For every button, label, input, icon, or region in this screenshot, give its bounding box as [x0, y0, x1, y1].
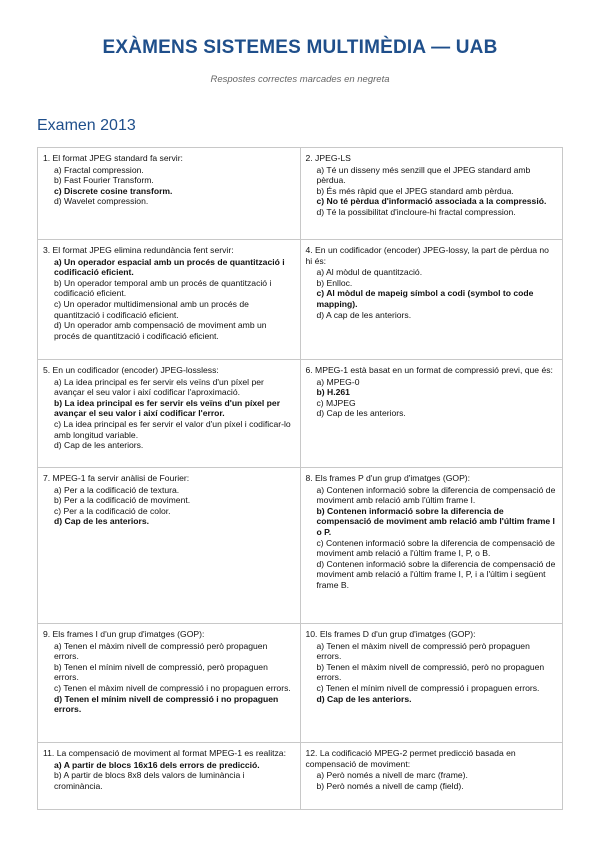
answer-options [43, 377, 294, 451]
table-row [38, 360, 563, 468]
question-cell [300, 148, 563, 240]
answer-option: c) Per a la codificació de color. [54, 505, 171, 516]
table-row [38, 148, 563, 240]
answer-options [43, 257, 294, 342]
answer-option: d) Un operador amb compensació de moviment amb un procés de quantització i codificació eficient. [54, 320, 267, 341]
answer-option: b) Enlloc. [316, 277, 353, 288]
answer-option: a) Al mòdul de quantització. [316, 267, 423, 278]
answer-option: c) Tenen el mínim nivell de compressió i propaguen errors. [316, 682, 540, 693]
answer-option: c) La idea principal es fer servir el valor d'un píxel i codificar-lo amb longitud variable. [54, 418, 291, 440]
table-row [38, 468, 563, 624]
page-subtitle: Respostes correctes marcades en negreta [210, 74, 390, 85]
question-text: 6. MPEG-1 està basat en un format de compressió previ, que és: [305, 365, 553, 375]
answer-option: a) Contenen informació sobre la diferencia de compensació de moviment amb relació amb l'últim frame I. [316, 484, 556, 506]
answer-option: b) Tenen el mínim nivell de compressió, però propaguen errors. [54, 661, 268, 683]
answer-option: a) Però només a nivell de marc (frame). [316, 770, 468, 781]
question-text: 5. En un codificador (encoder) JPEG-lossless: [43, 365, 219, 375]
question-text: 1. El format JPEG standard fa servir: [43, 153, 183, 163]
question-cell [38, 240, 301, 360]
question-text: 11. La compensació de moviment al format MPEG-1 es realitza: [43, 748, 286, 758]
answer-option: c) MJPEG [316, 397, 356, 408]
answer-option: d) Contenen informació sobre la diferencia de compensació de moviment amb relació a l'últim frame I, P, i a l'últim i següent frame B. [316, 558, 556, 590]
question-cell [300, 240, 563, 360]
answer-option: c) Tenen el màxim nivell de compressió i no propaguen errors. [54, 682, 291, 693]
answer-option: d) Cap de les anteriors. [54, 440, 144, 451]
answer-option: a) Té un disseny més senzill que el JPEG standard amb pèrdua. [316, 164, 531, 186]
correct-answer-option: c) No té pèrdua d'informació associada a la compressió. [316, 196, 547, 207]
question-cell [38, 743, 301, 810]
answer-option: b) Per a la codificació de moviment. [54, 495, 191, 506]
answer-option: d) Té la possibilitat d'incloure-hi fractal compression. [316, 206, 516, 217]
answer-option: d) Wavelet compression. [54, 196, 149, 207]
answer-options [306, 485, 557, 591]
answer-option: c) Un operador multidimensional amb un procés de quantització i codificació eficient. [54, 298, 249, 320]
answer-option: a) Per a la codificació de textura. [54, 484, 180, 495]
answer-options [43, 641, 294, 715]
section-title: Examen 2013 [37, 117, 136, 134]
answer-options [306, 267, 557, 320]
question-text: 3. El format JPEG elimina redundància fent servir: [43, 245, 234, 255]
table-row [38, 624, 563, 743]
question-text: 12. La codificació MPEG-2 permet predicció basada en compensació de moviment: [305, 748, 516, 769]
question-cell [38, 624, 301, 743]
answer-options [306, 165, 557, 218]
answer-option: b) Tenen el màxim nivell de compressió, però no propaguen errors. [316, 661, 545, 683]
answer-options [306, 641, 557, 705]
table-row [38, 743, 563, 810]
answer-options [306, 770, 557, 791]
answer-option: a) MPEG-0 [316, 376, 360, 387]
answer-option: a) Fractal compression. [54, 164, 144, 175]
correct-answer-option: b) Contenen informació sobre la diferencia de compensació de moviment amb relació amb l'últim frame I o P. [316, 505, 555, 537]
correct-answer-option: b) H.261 [316, 387, 350, 398]
question-cell [300, 468, 563, 624]
question-text: 4. En un codificador (encoder) JPEG-lossy, la part de pèrdua no hi és: [305, 245, 549, 266]
answer-option: c) Contenen informació sobre la diferencia de compensació de moviment amb relació a l'últim frame I, P, o B. [316, 537, 555, 559]
answer-option: a) La idea principal es fer servir els veïns d'un píxel per avançar el seu valor i així codificar l'aproximació. [54, 376, 264, 398]
answer-options [43, 165, 294, 207]
correct-answer-option: a) Un operador espacial amb un procés de quantització i codificació eficient. [54, 256, 285, 278]
question-cell [300, 360, 563, 468]
answer-option: a) Tenen el màxim nivell de compressió però propaguen errors. [316, 640, 530, 662]
answer-option: b) A partir de blocs 8x8 dels valors de luminància i crominància. [54, 770, 245, 791]
answer-option: d) Cap de les anteriors. [316, 408, 406, 419]
answer-option: b) Fast Fourier Transform. [54, 175, 154, 186]
question-text: 9. Els frames I d'un grup d'imatges (GOP): [43, 629, 205, 639]
question-cell [300, 743, 563, 810]
correct-answer-option: c) Discrete cosine transform. [54, 185, 173, 196]
correct-answer-option: d) Cap de les anteriors. [54, 516, 150, 527]
answer-option: b) Un operador temporal amb un procés de quantització i codificació eficient. [54, 277, 272, 299]
answer-option: b) Però només a nivell de camp (field). [316, 780, 464, 791]
question-text: 7. MPEG-1 fa servir anàlisi de Fourier: [43, 473, 190, 483]
questions-table [37, 147, 563, 810]
question-text: 2. JPEG-LS [305, 153, 351, 163]
correct-answer-option: a) A partir de blocs 16x16 dels errors de predicció. [54, 759, 260, 770]
question-text: 8. Els frames P d'un grup d'imatges (GOP): [305, 473, 471, 483]
question-text: 10. Els frames D d'un grup d'imatges (GOP): [305, 629, 476, 639]
correct-answer-option: c) Al mòdul de mapeig símbol a codi (symbol to code mapping). [316, 288, 534, 309]
question-cell [38, 468, 301, 624]
table-row [38, 240, 563, 360]
answer-option: a) Tenen el màxim nivell de compressió però propaguen errors. [54, 640, 268, 662]
question-cell [38, 148, 301, 240]
correct-answer-option: d) Tenen el mínim nivell de compressió i no propaguen errors. [54, 693, 279, 715]
question-cell [300, 624, 563, 743]
question-cell [38, 360, 301, 468]
answer-option: b) És més ràpid que el JPEG standard amb pèrdua. [316, 185, 514, 196]
answer-option: d) A cap de les anteriors. [316, 309, 412, 320]
answer-options [43, 760, 294, 792]
correct-answer-option: d) Cap de les anteriors. [316, 693, 412, 704]
answer-options [306, 377, 557, 419]
page-title: EXÀMENS SISTEMES MULTIMÈDIA — UAB [102, 37, 498, 58]
correct-answer-option: b) La idea principal es fer servir els veïns d'un píxel per avançar el seu valor i així codificar l'error. [54, 397, 281, 419]
answer-options [43, 485, 294, 527]
